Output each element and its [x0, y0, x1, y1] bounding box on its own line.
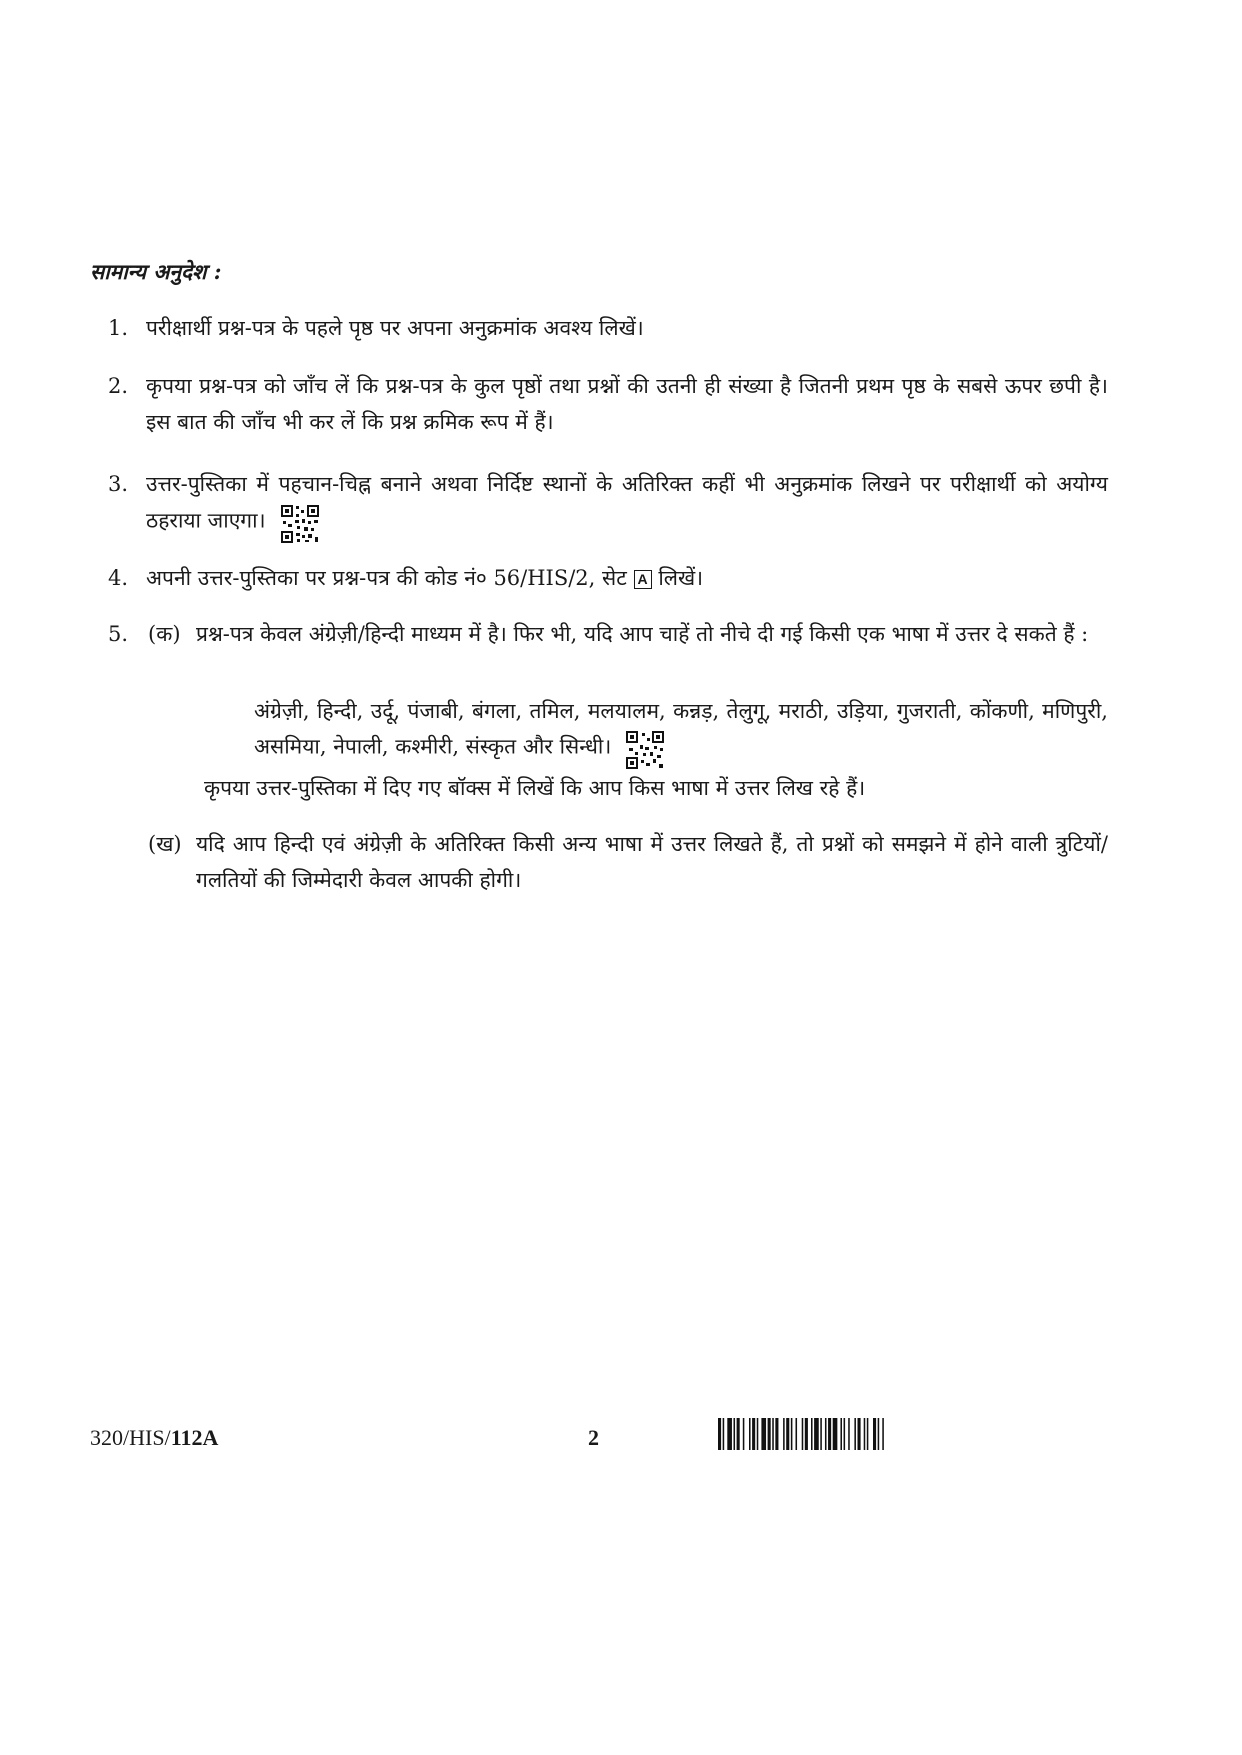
paper-code [90, 1425, 218, 1451]
qr-code-icon [625, 730, 665, 770]
set-code-box: A [634, 570, 652, 589]
sub-item-a-label: (क) [148, 622, 181, 646]
instruction-text: परीक्षार्थी प्रश्न-पत्र के पहले पृष्ठ पर अपना अनुक्रमांक अवश्य लिखें। [146, 316, 644, 340]
instruction-number: 5. [108, 622, 129, 646]
page-number: 2 [588, 1425, 599, 1450]
sub-item-b-label: (ख) [148, 832, 182, 856]
instruction-3 [108, 466, 1108, 546]
sub-item-a-text: प्रश्न-पत्र केवल अंग्रेज़ी/हिन्दी माध्यम में है। फिर भी, यदि आप चाहें तो नीचे दी गई किसी एक भाषा में उत्तर दे सकते हैं : [196, 622, 1089, 646]
instruction-2 [108, 368, 1108, 444]
sub-item-b-text: यदि आप हिन्दी एवं अंग्रेज़ी के अतिरिक्त किसी अन्य भाषा में उत्तर लिखते हैं, तो प्रश्नों को समझने में होने वाली त्रुटियों/गलतियों की जिम्मेदारी केवल आपकी होगी। [196, 832, 1108, 892]
instruction-text [146, 560, 1108, 596]
instruction-text-before: अपनी उत्तर-पुस्तिका पर प्रश्न-पत्र की कोड नं० 56/HIS/2, सेट [146, 566, 627, 590]
box-note-text: कृपया उत्तर-पुस्तिका में दिए गए बॉक्स में लिखें कि आप किस भाषा में उत्तर लिख रहे हैं। [204, 776, 866, 800]
instruction-number: 3. [108, 472, 129, 496]
instruction-5 [108, 616, 1108, 896]
qr-code-icon [280, 504, 320, 544]
instruction-1 [108, 310, 1108, 350]
languages-list [254, 694, 1108, 768]
paper-code-prefix: 320/HIS/ [90, 1425, 171, 1450]
instruction-number: 2. [108, 374, 129, 398]
barcode-icon [718, 1418, 1000, 1450]
instruction-number: 4. [108, 566, 129, 590]
instruction-text [146, 466, 1108, 542]
languages-text: अंग्रेज़ी, हिन्दी, उर्दू, पंजाबी, बंगला, तमिल, मलयालम, कन्नड़, तेलुगू, मराठी, उड़िया, गुजराती, कोंकणी, मणिपुरी, असमिया, नेपाली, कश्मीरी, संस्कृत और सिन्धी। [254, 699, 1108, 759]
instruction-text-body: उत्तर-पुस्तिका में पहचान-चिह्न बनाने अथवा निर्दिष्ट स्थानों के अतिरिक्त कहीं भी अनुक्रमांक लिखने पर परीक्षार्थी को अयोग्य ठहराया जाएगा। [146, 472, 1108, 533]
instruction-text: कृपया प्रश्न-पत्र को जाँच लें कि प्रश्न-पत्र के कुल पृष्ठों तथा प्रश्नों की उतनी ही संख्या है जितनी प्रथम पृष्ठ के सबसे ऊपर छपी है। इस बात की जाँच भी कर लें कि प्रश्न क्रमिक रूप में हैं। [146, 374, 1108, 434]
instruction-text-after: लिखें। [658, 566, 704, 590]
instruction-number: 1. [108, 316, 129, 340]
instruction-4 [108, 560, 1108, 600]
paper-code-suffix: 112A [170, 1425, 219, 1450]
page-heading: सामान्य अनुदेश : [90, 259, 222, 284]
